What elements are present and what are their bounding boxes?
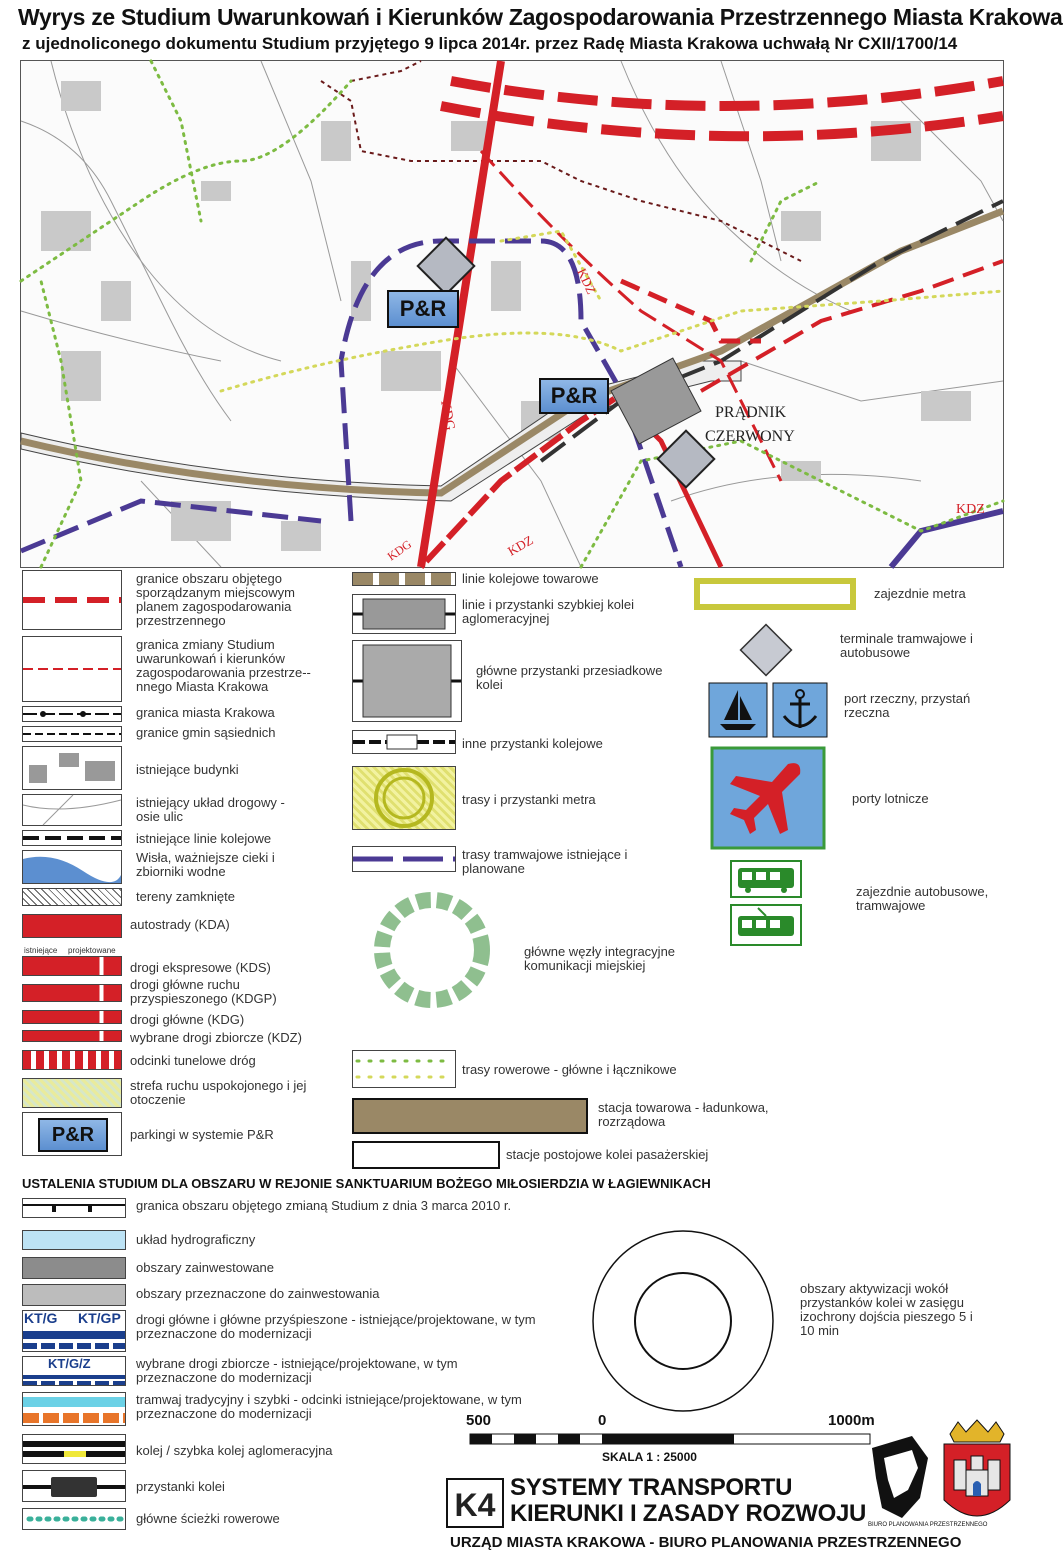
swatch-kdgp <box>22 984 122 1002</box>
legend-label: zajezdnie metra <box>874 586 966 601</box>
legend-label: tereny zamknięte <box>136 889 235 904</box>
legend-label: główne ścieżki rowerowe <box>136 1511 280 1526</box>
legend-label: port rzeczny, przystań rzeczna <box>844 691 971 720</box>
isochrone-label: obszary aktywizacji wokół przystanków kolei w zasięgu izochrony dojścia pieszego 5 i 10 min <box>800 1281 973 1338</box>
swatch-other-stop <box>352 730 456 754</box>
swatch-rail-sk <box>22 1434 126 1464</box>
swatch-bike-paths <box>22 1508 126 1530</box>
legend-label: granice gmin sąsiednich <box>136 725 276 740</box>
legend-label: linie kolejowe towarowe <box>462 571 599 586</box>
map-pr-parking-1[interactable]: P&R <box>387 290 459 328</box>
scale-ratio: SKALA 1 : 25000 <box>602 1450 697 1464</box>
swatch-closed-area <box>22 888 122 906</box>
sailboat-icon <box>708 682 768 738</box>
bus-icon <box>730 860 802 898</box>
map-title: Wyrys ze Studium Uwarunkowań i Kierunków Zagospodarowania Przestrzennego Miasta Krakowa <box>18 4 1063 30</box>
map-canvas <box>21 61 1003 567</box>
scale-0: 0 <box>598 1412 607 1429</box>
legend-label: tramwaj tradycyjny i szybki - odcinki istniejące/projektowane, w tym przeznaczone do modernizacji <box>136 1392 522 1421</box>
legend-label: granica obszaru objętego zmianą Studium z dnia 3 marca 2010 r. <box>136 1198 512 1213</box>
swatch-plan-boundary <box>22 570 122 630</box>
swatch-traffic-calming <box>22 1078 122 1108</box>
swatch-hydro <box>22 1230 126 1250</box>
tram-icon <box>730 904 802 946</box>
terminal-icon <box>736 620 796 680</box>
anchor-icon <box>772 682 828 738</box>
sanktuarium-title: USTALENIA STUDIUM DLA OBSZARU W REJONIE SANKTUARIUM BOŻEGO MIŁOSIERDZIA W ŁAGIEWNIKACH <box>22 1176 711 1191</box>
swatch-freight-rail <box>352 572 456 586</box>
legend-label: istniejące budynki <box>136 762 239 777</box>
scale-1000: 1000m <box>828 1412 875 1429</box>
swatch-bike <box>352 1050 456 1088</box>
plan-boundary-top <box>451 81 1003 106</box>
legend-label: drogi główne ruchu przyspieszonego (KDGP) <box>130 977 277 1006</box>
swatch-water <box>22 850 122 884</box>
swatch-buildings <box>22 746 122 790</box>
code-ktg: KT/G <box>24 1310 58 1326</box>
stamp-text: BIURO PLANOWANIA PRZESTRZENNEGO <box>868 1522 988 1528</box>
swatch-change-boundary <box>22 636 122 702</box>
legend-label: granica zmiany Studium uwarunkowań i kierunków zagospodarowania przestrze--nnego Miasta Krakowa <box>136 637 311 694</box>
legend-label: kolej / szybka kolej aglomeracyjna <box>136 1443 333 1458</box>
swatch-kds <box>22 956 122 976</box>
legend-existing-label: istniejące <box>24 946 58 955</box>
legend-label: drogi ekspresowe (KDS) <box>130 960 271 975</box>
legend-label: zajezdnie autobusowe, tramwajowe <box>856 884 989 913</box>
legend-label: terminale tramwajowe i autobusowe <box>840 631 973 660</box>
legend-label: porty lotnicze <box>852 791 929 806</box>
swatch-tram-sections <box>22 1392 126 1426</box>
swatch-rail-stop <box>22 1470 126 1502</box>
planning-office-stamp-icon <box>862 1428 988 1528</box>
map-pr-parking-2[interactable]: P&R <box>539 378 609 414</box>
legend-label: odcinki tunelowe dróg <box>130 1053 256 1068</box>
sheet-footer: URZĄD MIASTA KRAKOWA - BIURO PLANOWANIA PRZESTRZENNEGO <box>450 1534 962 1551</box>
legend-planned-label: projektowane <box>68 946 116 955</box>
code-ktgz: KT/G/Z <box>48 1356 91 1371</box>
map-road-label-kdz-2: KDZ <box>505 532 536 559</box>
legend-label: przystanki kolei <box>136 1479 225 1494</box>
legend-label: inne przystanki kolejowe <box>462 736 603 751</box>
legend-label: autostrady (KDA) <box>130 917 230 932</box>
sheet-title-2: KIERUNKI I ZASADY ROZWOJU <box>510 1500 867 1527</box>
legend-label: główne węzły integracyjne komunikacji miejskiej <box>524 944 676 973</box>
map-road-label-kdg: KDG <box>437 399 458 432</box>
legend-label: wybrane drogi zbiorcze (KDZ) <box>130 1030 302 1045</box>
swatch-tunnel <box>22 1050 122 1070</box>
legend-label: trasy rowerowe - główne i łącznikowe <box>462 1062 677 1077</box>
legend-label: istniejący układ drogowy - osie ulic <box>136 795 285 824</box>
code-ktgp: KT/GP <box>78 1310 121 1326</box>
legend-label: stacja towarowa - ładunkowa, rozrządowa <box>598 1100 769 1129</box>
legend-label: układ hydrograficzny <box>136 1232 256 1247</box>
legend-label: drogi główne i główne przyśpieszone - istniejące/projektowane, w tym przeznaczone do modernizacji <box>136 1312 536 1341</box>
legend-label: granice obszaru objętego sporządzanym miejscowym planem zagospodarowania przestrzennego <box>136 571 295 628</box>
scale-500: 500 <box>466 1412 492 1429</box>
swatch-metro-depot <box>694 578 856 610</box>
legend-label: linie i przystanki szybkiej kolei aglomeracyjnej <box>462 597 634 626</box>
airplane-icon <box>710 746 826 850</box>
legend-label: główne przystanki przesiadkowe kolei <box>476 663 663 692</box>
swatch-interchange <box>352 640 462 722</box>
swatch-kdg <box>22 1010 122 1024</box>
scale-graphic <box>470 1430 880 1448</box>
sheet-title-1: SYSTEMY TRANSPORTU <box>510 1474 793 1501</box>
swatch-neighbor-boundary <box>22 726 122 742</box>
map-subtitle: z ujednoliconego dokumentu Studium przyjętego 9 lipca 2014r. przez Radę Miasta Krakowa uchwałą Nr CXII/1700/14 <box>22 34 958 53</box>
legend-label: obszary zainwestowane <box>136 1260 275 1275</box>
legend-label: parkingi w systemie P&R <box>130 1127 274 1142</box>
legend-label: stacje postojowe kolei pasażerskiej <box>506 1147 709 1162</box>
legend-label: trasy tramwajowe istniejące i planowane <box>462 847 628 876</box>
sheet-code: K4 <box>446 1478 504 1528</box>
swatch-fast-rail <box>352 594 456 634</box>
swatch-tram <box>352 846 456 872</box>
swatch-kdz <box>22 1030 122 1042</box>
legend-label: granica miasta Krakowa <box>136 705 275 720</box>
legend-label: Wisła, ważniejsze cieki i zbiorniki wodne <box>136 850 275 879</box>
integration-node-symbol <box>352 890 512 1010</box>
krakow-coat-of-arms <box>940 1420 1014 1532</box>
legend-label: istniejące linie kolejowe <box>136 831 272 846</box>
swatch-freight-station <box>352 1098 588 1134</box>
swatch-roads <box>22 794 122 826</box>
legend-pr-parking: P&R <box>38 1118 108 1152</box>
map-road-label-kdz-3: KDZ <box>956 502 985 517</box>
map-panel[interactable] <box>20 60 1004 568</box>
swatch-kda <box>22 914 122 938</box>
swatch-built <box>22 1257 126 1279</box>
swatch-2010-boundary <box>22 1198 126 1218</box>
swatch-city-boundary <box>22 706 122 722</box>
legend-label: obszary przeznaczone do zainwestowania <box>136 1286 380 1301</box>
map-road-label-kdg-2: KDG <box>384 537 415 564</box>
map-place-label-2: CZERWONY <box>705 428 795 445</box>
swatch-to-build <box>22 1284 126 1306</box>
legend-label: trasy i przystanki metra <box>462 792 596 807</box>
legend-label: drogi główne (KDG) <box>130 1012 245 1027</box>
swatch-parking-station <box>352 1141 500 1169</box>
isochrone-circles <box>588 1226 778 1416</box>
map-road-label-kdz-1: KDZ <box>574 265 600 297</box>
legend-label: strefa ruchu uspokojonego i jej otoczenie <box>130 1078 307 1107</box>
map-place-label-1: PRĄDNIK <box>715 404 787 421</box>
legend-label: wybrane drogi zbiorcze - istniejące/projektowane, w tym przeznaczone do modernizacji <box>136 1356 458 1385</box>
swatch-rail <box>22 830 122 846</box>
swatch-metra <box>352 766 456 830</box>
